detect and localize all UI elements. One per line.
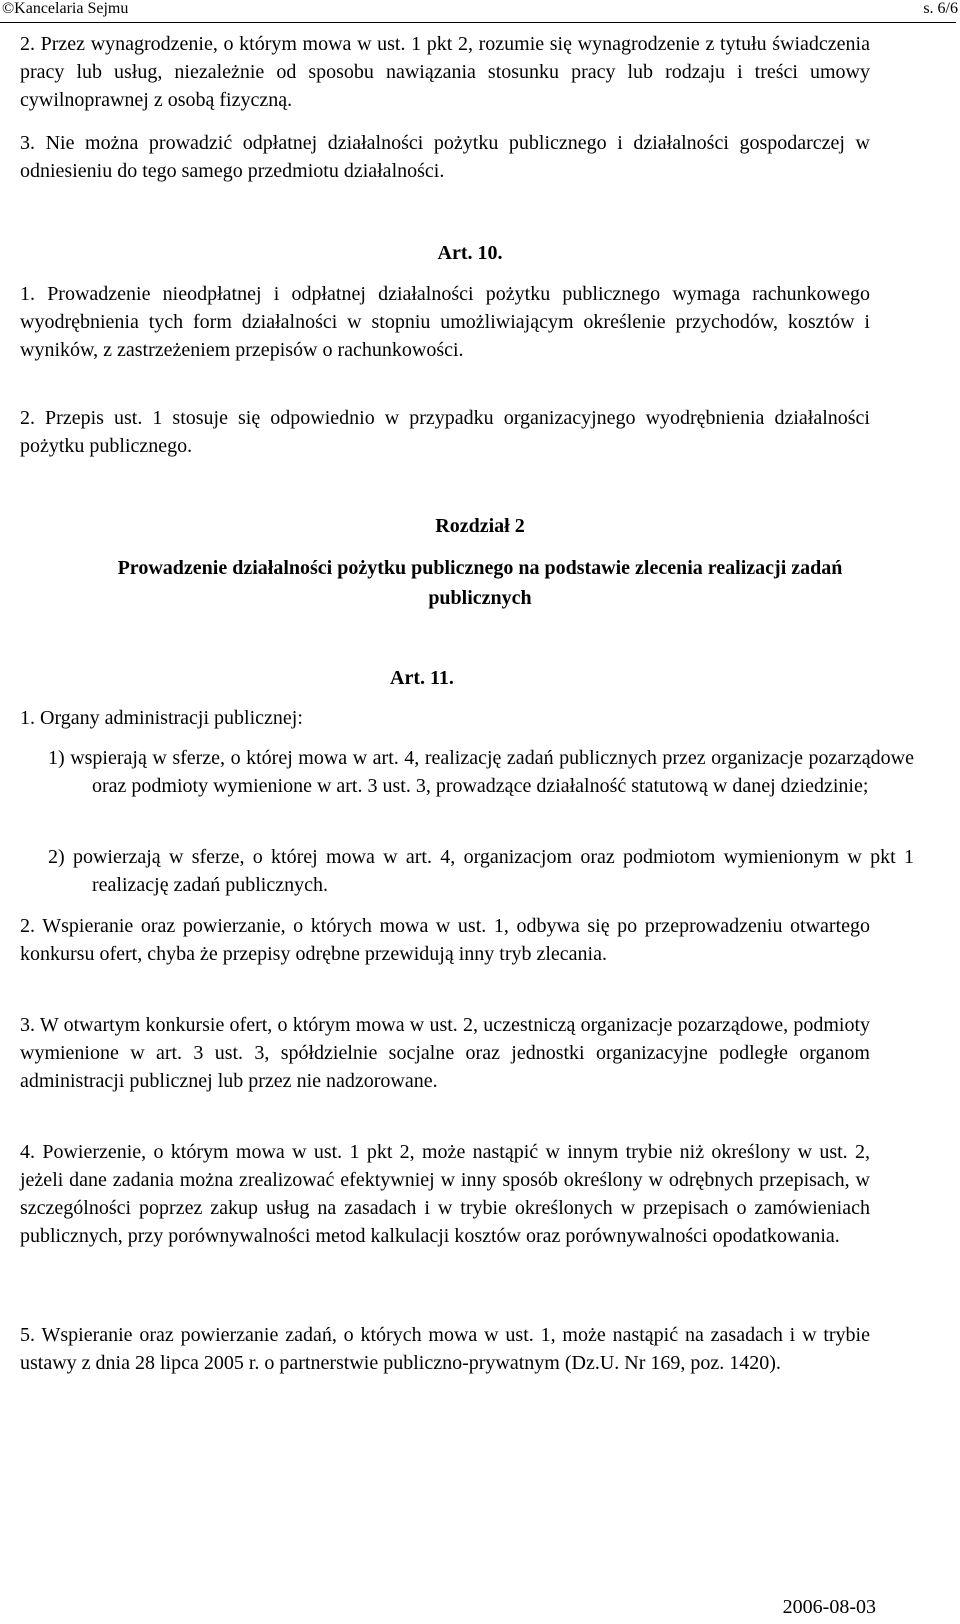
art11-paragraph-1: 1. Organy administracji publicznej: [20,707,303,729]
chapter-title: Prowadzenie działalności pożytku publicznego na podstawie zlecenia realizacji zadań publicznych [117,557,843,609]
art10-paragraph-2: 2. Przepis ust. 1 stosuje się odpowiednio w przypadku organizacyjnego wyodrębnienia działalności pożytku publicznego. [20,407,870,457]
page-number: s. 6/6 [923,0,958,17]
footer-date: 2006-08-03 [782,1596,876,1618]
art11-paragraph-4: 4. Powierzenie, o którym mowa w ust. 1 pkt 2, może nastąpić w innym trybie niż określony w ust. 2, jeżeli dane zadania można zrealizować efektywniej w inny sposób określony w odrębnych przepisach, w szczególności poprzez zakup usług na zasadach i w trybie określonych w przepisach o zamówieniach publicznych, przy porównywalności metod kalkulacji kosztów oraz porównywalności opodatkowania. [20,1141,870,1247]
article-11-heading: Art. 11. [390,667,454,689]
art11-point-1: 1) wspierają w sferze, o której mowa w art. 4, realizację zadań publicznych przez organizacje pozarządowe oraz podmioty wymienione w art. 3 ust. 3, prowadzące działalność statutową w danej dziedzinie; [48,747,914,797]
art11-point-2: 2) powierzają w sferze, o której mowa w art. 4, organizacjom oraz podmiotom wymienionym w pkt 1 realizację zadań publicznych. [48,846,914,896]
page-header [0,0,956,23]
chapter-heading: Rozdział 2 [435,515,525,537]
art10-paragraph-1: 1. Prowadzenie nieodpłatnej i odpłatnej działalności pożytku publicznego wymaga rachunkowego wyodrębnienia tych form działalności w stopniu umożliwiającym określenie przychodów, kosztów i wyników, z zastrzeżeniem przepisów o rachunkowości. [20,283,870,361]
article-10-heading: Art. 10. [437,242,503,264]
paragraph-3: 3. Nie można prowadzić odpłatnej działalności pożytku publicznego i działalności gospodarczej w odniesieniu do tego samego przedmiotu działalności. [20,132,870,182]
art11-paragraph-3: 3. W otwartym konkursie ofert, o którym mowa w ust. 2, uczestniczą organizacje pozarządowe, podmioty wymienione w art. 3 ust. 3, spółdzielnie socjalne oraz jednostki organizacyjne podległe organom administracji publicznej lub przez nie nadzorowane. [20,1014,870,1092]
paragraph-2: 2. Przez wynagrodzenie, o którym mowa w ust. 1 pkt 2, rozumie się wynagrodzenie z tytułu świadczenia pracy lub usług, niezależnie od sposobu nawiązania stosunku pracy lub rodzaju i treści umowy cywilnoprawnej z osobą fizyczną. [20,33,870,111]
copyright-label: ©Kancelaria Sejmu [2,0,129,17]
art11-paragraph-5: 5. Wspieranie oraz powierzanie zadań, o których mowa w ust. 1, może nastąpić na zasadach i w trybie ustawy z dnia 28 lipca 2005 r. o partnerstwie publiczno-prywatnym (Dz.U. Nr 169, poz. 1420). [20,1324,870,1374]
art11-paragraph-2: 2. Wspieranie oraz powierzanie, o których mowa w ust. 1, odbywa się po przeprowadzeniu otwartego konkursu ofert, chyba że przepisy odrębne przewidują inny tryb zlecania. [20,915,870,965]
